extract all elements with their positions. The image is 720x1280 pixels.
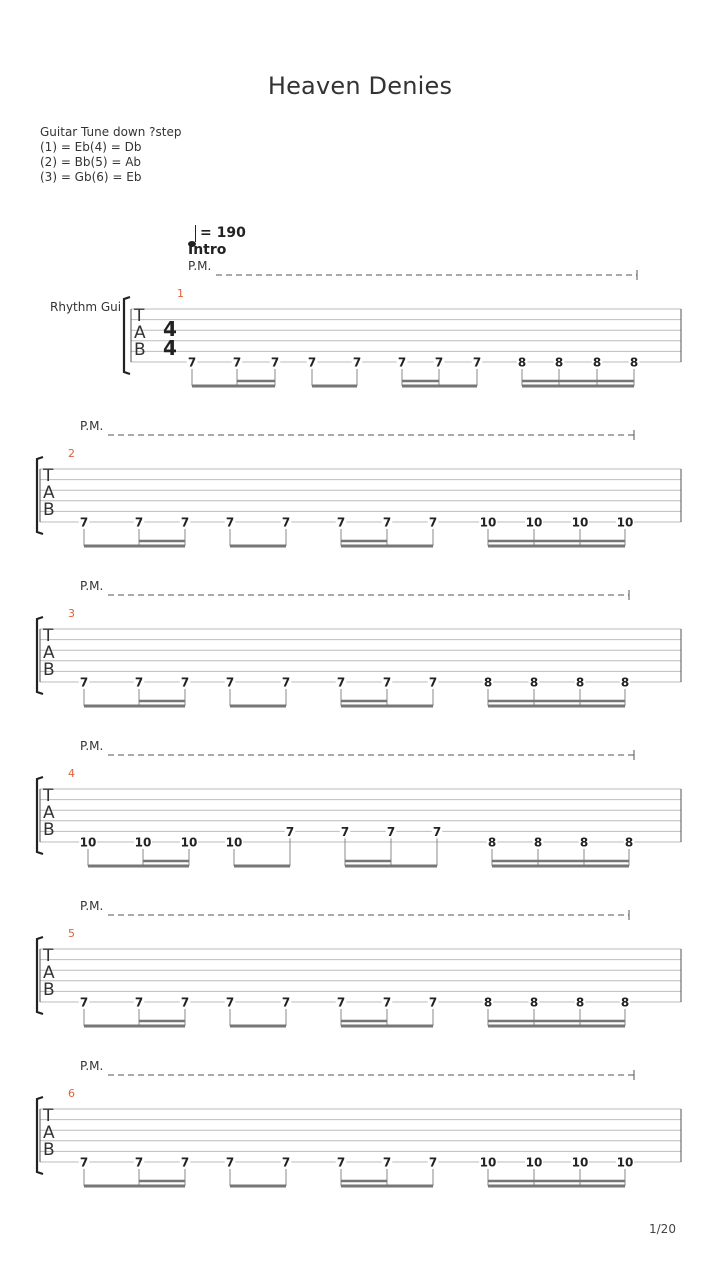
- tuning-string-4: (4) = Db: [89, 140, 142, 154]
- tuning-string-2: (2) = Bb: [40, 155, 91, 169]
- tab-clef-letter: A: [43, 483, 55, 503]
- fret-number: 7: [79, 995, 89, 1010]
- measure-number: 1: [177, 287, 184, 300]
- fret-number: 8: [483, 995, 493, 1010]
- tab-clef-letter: B: [43, 820, 55, 840]
- fret-number: 7: [340, 824, 350, 839]
- fret-number: 7: [428, 515, 438, 530]
- palm-mute-label: P.M.: [80, 579, 104, 593]
- fret-number: 10: [79, 835, 97, 850]
- fret-number: 10: [616, 1155, 634, 1170]
- fret-number: 7: [225, 995, 235, 1010]
- tuning-string-6: (6) = Eb: [91, 170, 142, 184]
- tab-clef-letter: T: [43, 1106, 54, 1126]
- time-signature-numerator: 4: [163, 317, 177, 341]
- tempo-value: = 190: [200, 225, 246, 241]
- fret-number: 7: [281, 515, 291, 530]
- fret-number: 7: [285, 824, 295, 839]
- fret-number: 7: [382, 1155, 392, 1170]
- fret-number: 7: [180, 515, 190, 530]
- tab-clef-letter: T: [43, 946, 54, 966]
- fret-number: 10: [479, 1155, 497, 1170]
- tab-clef-letter: B: [43, 980, 55, 1000]
- tab-clef-letter: B: [134, 340, 146, 360]
- fret-number: 7: [134, 675, 144, 690]
- track-name: Rhythm Gui: [50, 300, 122, 314]
- fret-number: 7: [428, 995, 438, 1010]
- fret-number: 10: [525, 1155, 543, 1170]
- fret-number: 10: [180, 835, 198, 850]
- fret-number: 10: [134, 835, 152, 850]
- system-bracket: [124, 297, 130, 374]
- fret-number: 8: [483, 675, 493, 690]
- fret-number: 10: [571, 515, 589, 530]
- tuning-string-5: (5) = Ab: [90, 155, 142, 169]
- fret-number: 8: [575, 675, 585, 690]
- fret-number: 7: [180, 1155, 190, 1170]
- fret-number: 8: [620, 675, 630, 690]
- fret-number: 10: [616, 515, 634, 530]
- fret-number: 7: [79, 1155, 89, 1170]
- palm-mute-label: P.M.: [188, 259, 212, 273]
- palm-mute-label: P.M.: [80, 739, 104, 753]
- tab-clef-letter: A: [43, 803, 55, 823]
- fret-number: 7: [225, 675, 235, 690]
- fret-number: 7: [382, 515, 392, 530]
- tab-clef-letter: B: [43, 660, 55, 680]
- fret-number: 7: [382, 995, 392, 1010]
- fret-number: 7: [79, 515, 89, 530]
- tab-clef-letter: A: [43, 963, 55, 983]
- fret-number: 10: [479, 515, 497, 530]
- palm-mute-label: P.M.: [80, 899, 104, 913]
- fret-number: 7: [336, 1155, 346, 1170]
- fret-number: 7: [134, 515, 144, 530]
- fret-number: 7: [232, 355, 242, 370]
- fret-number: 7: [134, 1155, 144, 1170]
- tab-clef-letter: T: [43, 466, 54, 486]
- fret-number: 8: [487, 835, 497, 850]
- fret-number: 8: [620, 995, 630, 1010]
- fret-number: 7: [382, 675, 392, 690]
- tuning-string-1: (1) = Eb: [40, 140, 90, 154]
- fret-number: 7: [432, 824, 442, 839]
- fret-number: 8: [529, 995, 539, 1010]
- fret-number: 7: [270, 355, 280, 370]
- measure-number: 4: [68, 767, 75, 780]
- fret-number: 7: [352, 355, 362, 370]
- fret-number: 7: [428, 1155, 438, 1170]
- fret-number: 8: [517, 355, 527, 370]
- fret-number: 7: [434, 355, 444, 370]
- measure-number: 2: [68, 447, 75, 460]
- fret-number: 7: [428, 675, 438, 690]
- fret-number: 8: [575, 995, 585, 1010]
- tab-clef-letter: T: [43, 786, 54, 806]
- measure-number: 5: [68, 927, 75, 940]
- palm-mute-label: P.M.: [80, 419, 104, 433]
- fret-number: 7: [180, 675, 190, 690]
- fret-number: 7: [397, 355, 407, 370]
- tab-clef-letter: A: [43, 643, 55, 663]
- fret-number: 7: [79, 675, 89, 690]
- tuning-heading: Guitar Tune down ?step: [40, 125, 182, 139]
- page-title: Heaven Denies: [267, 72, 453, 100]
- fret-number: 7: [187, 355, 197, 370]
- tab-clef-letter: T: [134, 306, 145, 326]
- fret-number: 8: [554, 355, 564, 370]
- fret-number: 7: [225, 1155, 235, 1170]
- tab-clef-letter: B: [43, 1140, 55, 1160]
- fret-number: 8: [579, 835, 589, 850]
- fret-number: 10: [571, 1155, 589, 1170]
- fret-number: 10: [525, 515, 543, 530]
- fret-number: 7: [336, 515, 346, 530]
- fret-number: 8: [592, 355, 602, 370]
- fret-number: 7: [307, 355, 317, 370]
- fret-number: 7: [225, 515, 235, 530]
- fret-number: 8: [533, 835, 543, 850]
- fret-number: 7: [180, 995, 190, 1010]
- page-number: 1/20: [649, 1222, 676, 1236]
- tab-clef-letter: B: [43, 500, 55, 520]
- fret-number: 7: [281, 675, 291, 690]
- fret-number: 10: [225, 835, 243, 850]
- tab-clef-letter: A: [43, 1123, 55, 1143]
- fret-number: 7: [336, 675, 346, 690]
- tab-clef-letter: T: [43, 626, 54, 646]
- fret-number: 8: [624, 835, 634, 850]
- tuning-string-3: (3) = Gb: [40, 170, 92, 184]
- time-signature-denominator: 4: [163, 336, 177, 360]
- fret-number: 8: [529, 675, 539, 690]
- fret-number: 7: [281, 1155, 291, 1170]
- measure-number: 6: [68, 1087, 75, 1100]
- palm-mute-label: P.M.: [80, 1059, 104, 1073]
- measure-number: 3: [68, 607, 75, 620]
- fret-number: 7: [336, 995, 346, 1010]
- fret-number: 7: [134, 995, 144, 1010]
- fret-number: 7: [472, 355, 482, 370]
- fret-number: 8: [629, 355, 639, 370]
- tab-clef-letter: A: [134, 323, 146, 343]
- fret-number: 7: [386, 824, 396, 839]
- fret-number: 7: [281, 995, 291, 1010]
- section-marker: Intro: [188, 242, 227, 258]
